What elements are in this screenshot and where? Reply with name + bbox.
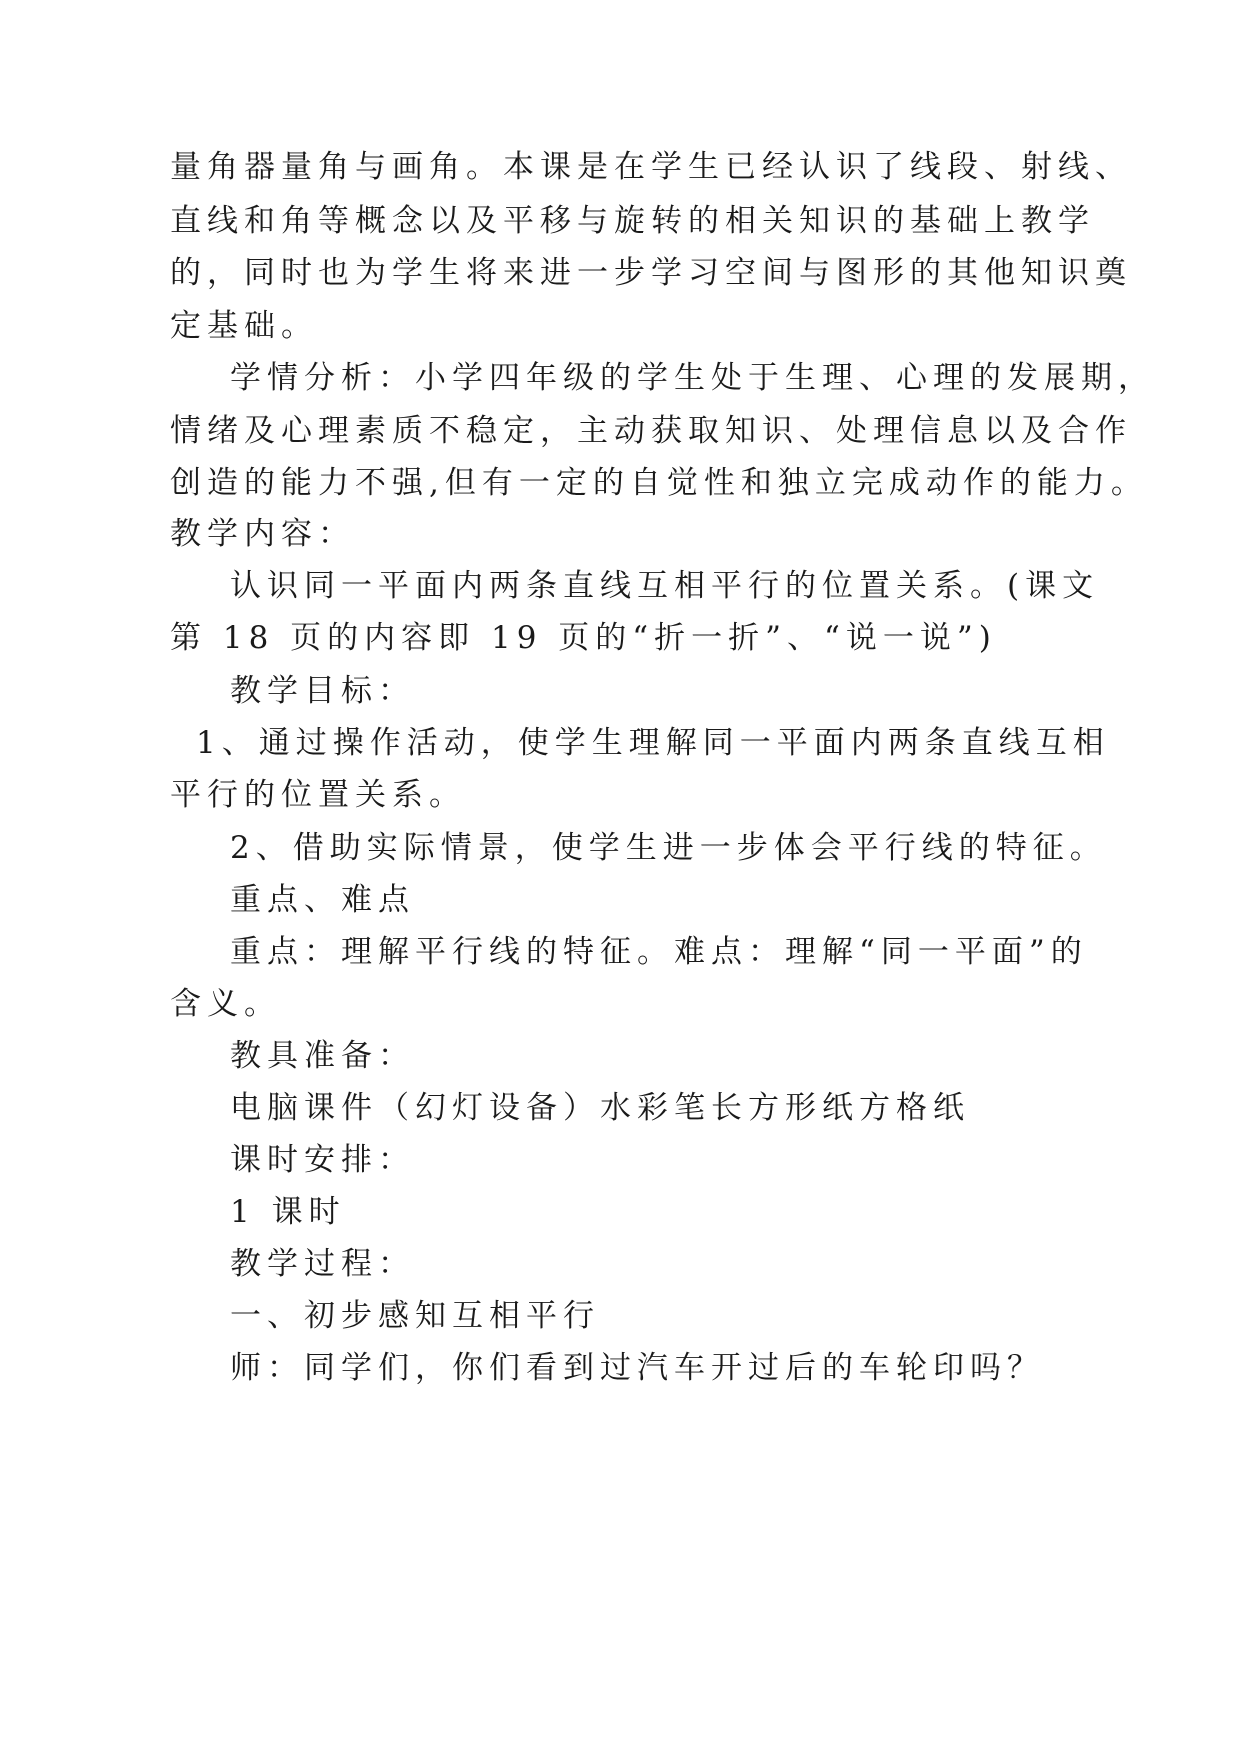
text-line: 教学过程： [230, 1246, 415, 1282]
text-line: 认识同一平面内两条直线互相平行的位置关系。(课文 [230, 568, 1100, 604]
text-line: 情绪及心理素质不稳定，主动获取知识、处理信息以及合作 [170, 413, 1132, 449]
text-line: 1、通过操作活动，使学生理解同一平面内两条直线互相 [196, 725, 1110, 761]
text-line: 教具准备： [230, 1038, 415, 1074]
text-line: 定基础。 [170, 308, 318, 344]
text-line: 平行的位置关系。 [170, 777, 466, 813]
text-line: 第 18 页的内容即 19 页的“折一折”、“说一说”) [170, 620, 997, 656]
text-line: 重点：理解平行线的特征。难点：理解“同一平面”的 [230, 934, 1088, 970]
text-line: 重点、难点 [230, 882, 415, 918]
text-line: 量角器量角与画角。本课是在学生已经认识了线段、射线、 [170, 149, 1132, 185]
text-line: 学情分析：小学四年级的学生处于生理、心理的发展期， [230, 360, 1155, 396]
text-line: 直线和角等概念以及平移与旋转的相关知识的基础上教学 [170, 203, 1095, 239]
text-line: 的，同时也为学生将来进一步学习空间与图形的其他知识奠 [170, 255, 1132, 291]
text-line: 创造的能力不强,但有一定的自觉性和独立完成动作的能力。 [170, 465, 1148, 501]
text-line: 一、初步感知互相平行 [230, 1298, 600, 1334]
text-line: 2、借助实际情景，使学生进一步体会平行线的特征。 [230, 830, 1107, 866]
text-line: 课时安排： [230, 1142, 415, 1178]
text-line: 教学目标： [230, 673, 415, 709]
text-line: 1 课时 [230, 1194, 346, 1230]
text-line: 师：同学们，你们看到过汽车开过后的车轮印吗？ [230, 1350, 1044, 1386]
text-line: 教学内容： [170, 516, 355, 552]
text-line: 电脑课件（幻灯设备）水彩笔长方形纸方格纸 [230, 1090, 970, 1126]
text-line: 含义。 [170, 986, 281, 1022]
